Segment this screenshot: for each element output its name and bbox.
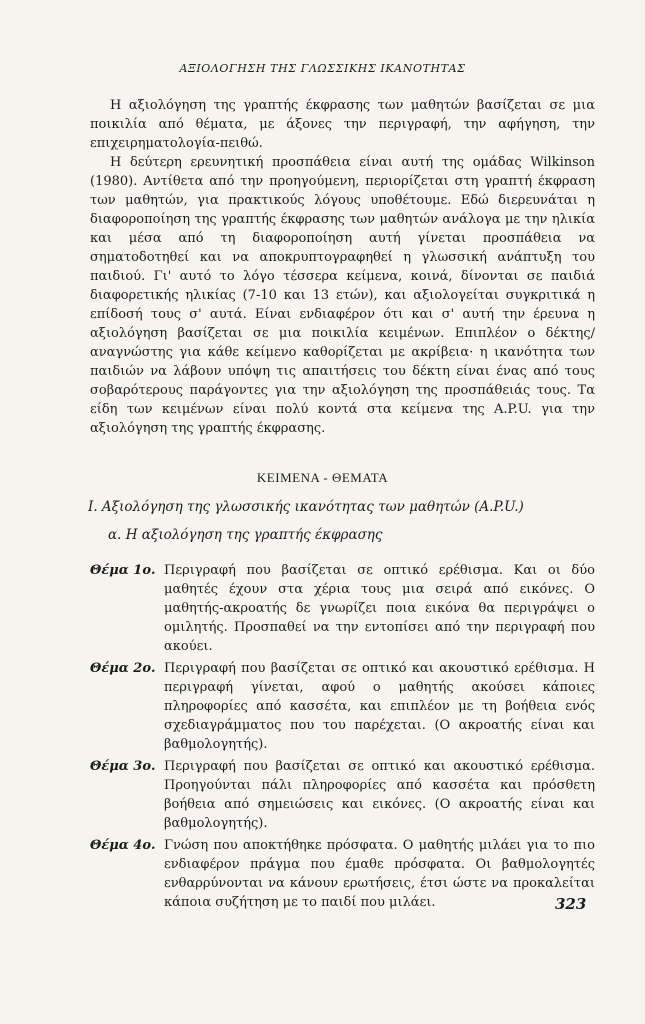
theme-label: Θέμα 4ο. <box>90 838 156 853</box>
section-title: ΚΕΙΜΕΝΑ - ΘΕΜΑΤΑ <box>256 470 389 485</box>
paragraph-1: Η αξιολόγηση της γραπτής έκφρασης των μαθητών βασίζεται σε μια ποικιλία από θέματα, με άξονες την περιγραφή, την αφήγηση, την επιχειρηματολογία-πειθώ. <box>90 98 595 151</box>
paragraph-2: Η δεύτερη ερευνητική προσπάθεια είναι αυτή της ομάδας Wilkinson (1980). Αντίθετα από την προηγούμενη, περιορίζεται στη γραπτή έκφραση των μαθητών, για πρακτικούς λόγους υποθέτουμε. Εδώ διερευνάται η διαφοροποίηση της γραπτής έκφρασης των μαθητών ανάλογα με την ηλικία και μέσα από τη διαφοροποίηση αυτή γίνεται προσπάθεια να σηματοδοτηθεί και να αποκρυπτογραφηθεί η γλωσσική ανάπτυξη του παιδιού. Γι' αυτό το λόγο τέσσερα κείμενα, κοινά, δίνονται σε παιδιά διαφορετικής ηλικίας (7-10 και 13 ετών), και αξιολογείται συγκριτικά η επίδοσή τους σ' αυτά. Είναι ενδιαφέρον ότι και σ' αυτή την έρευνα η αξιολόγηση βασίζεται σε μια ποικιλία κειμένων. Επιπλέον ο δέκτης/αναγνώστης για κάθε κείμενο καθορίζεται με ακρίβεια· η ικανότητα των παιδιών να λάβουν υπόψη τις απαιτήσεις του δέκτη είναι ένας από τους σοβαρότερους παράγοντες για την αξιολόγηση της προσπάθειάς τους. Τα είδη των κειμένων είναι πολύ κοντά στα κείμενα της A.P.U. για την αξιολόγηση της γραπτής έκφρασης. <box>90 155 595 436</box>
theme-text: Περιγραφή που βασίζεται σε οπτικό και ακουστικό ερέθισμα. Η περιγραφή γίνεται, αφού ο μαθητής ακούσει κάποιες πληροφορίες από κασσέτα, και επιπλέον με τη βοήθεια ενός σχεδιαγράμματος που του παρέχεται. (Ο ακροατής είναι και βαθμολογητής). <box>164 661 595 752</box>
theme-label: Θέμα 3ο. <box>90 759 156 774</box>
body-text <box>90 96 595 438</box>
theme-text: Γνώση που αποκτήθηκε πρόσφατα. Ο μαθητής μιλάει για το πιο ενδιαφέρον πράγμα που έμαθε πρόσφατα. Οι βαθμολογητές ενθαρρύνονται να κάνουν ερωτήσεις, έτσι ώστε να προκαλείται κάποια συζήτηση με το παιδί που μιλάει. <box>164 838 595 910</box>
theme-item <box>90 836 595 912</box>
theme-text: Περιγραφή που βασίζεται σε οπτικό και ακουστικό ερέθισμα. Προηγούνται πάλι πληροφορίες από κασσέτα και πρόσθετη βοήθεια από σημειώσεις και εικόνες. (Ο ακροατής είναι και βαθμολογητής). <box>164 759 595 831</box>
running-head: ΑΞΙΟΛΟΓΗΣΗ ΤΗΣ ΓΛΩΣΣΙΚΗΣ ΙΚΑΝΟΤΗΤΑΣ <box>179 62 466 75</box>
theme-label: Θέμα 2ο. <box>90 661 156 676</box>
theme-label: Θέμα 1ο. <box>90 563 156 578</box>
theme-item <box>90 659 595 754</box>
theme-text: Περιγραφή που βασίζεται σε οπτικό ερέθισμα. Και οι δύο μαθητές έχουν στα χέρια τους μια σειρά από εικόνες. Ο μαθητής-ακροατής δε γνωρίζει ποια εικόνα θα περιγράψει ο ομιλητής. Προσπαθεί να την εντοπίσει από την περιγραφή που ακούει. <box>164 563 595 654</box>
section-heading-i: I. Αξιολόγηση της γλωσσικής ικανότητας των μαθητών (A.P.U.) <box>88 499 524 515</box>
theme-item <box>90 757 595 833</box>
theme-list <box>90 561 595 915</box>
subsection-heading-a: α. Η αξιολόγηση της γραπτής έκφρασης <box>108 527 383 543</box>
page-number: 323 <box>555 895 587 913</box>
theme-item <box>90 561 595 656</box>
